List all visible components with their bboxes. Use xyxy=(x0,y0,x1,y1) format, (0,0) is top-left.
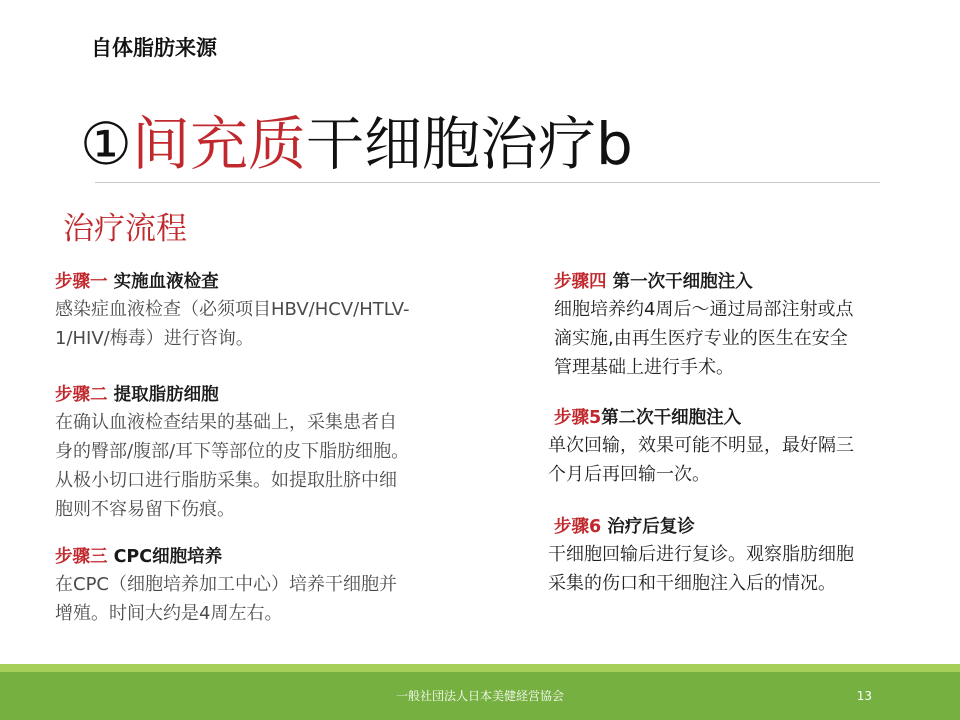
step-heading xyxy=(548,405,854,431)
step-number: 步骤5 xyxy=(554,408,602,428)
step-heading xyxy=(548,514,854,540)
step-6 xyxy=(548,514,854,598)
step-name: 第一次干细胞注入 xyxy=(612,272,753,292)
step-5 xyxy=(548,405,854,489)
step-name: CPC细胞培养 xyxy=(113,547,223,567)
title-prefix: ① xyxy=(80,110,132,178)
footer-organization: 一般社団法人日本美健経営協会 xyxy=(395,689,564,703)
step-heading xyxy=(554,269,853,295)
step-description: 在CPC（细胞培养加工中心）培养干细胞并 增殖。时间大约是4周左右。 xyxy=(55,574,397,624)
step-description: 细胞培养约4周后～通过局部注射或点 滴实施,由再生医疗专业的医生在安全 管理基础上进行手术。 xyxy=(554,299,854,378)
step-number: 步骤四 xyxy=(554,272,607,292)
footer-bar xyxy=(0,672,960,720)
title-rest: 干细胞治疗b xyxy=(306,110,633,178)
title-divider xyxy=(95,182,880,183)
footer-stripe xyxy=(0,664,960,672)
subtitle: 治疗流程 xyxy=(63,211,187,247)
step-name: 实施血液检查 xyxy=(113,272,219,292)
step-3 xyxy=(55,544,397,628)
step-number: 步骤三 xyxy=(55,547,108,567)
step-description: 感染症血液检查（必须项目HBV/HCV/HTLV- 1/HIV/梅毒）进行咨询。 xyxy=(55,299,410,349)
step-2 xyxy=(55,382,409,524)
slide-title xyxy=(80,106,633,182)
step-1 xyxy=(55,269,410,353)
step-number: 步骤一 xyxy=(55,272,108,292)
step-name: 治疗后复诊 xyxy=(607,517,695,537)
page-number: 13 xyxy=(856,689,872,703)
title-highlight: 间充质 xyxy=(132,110,307,178)
step-description: 在确认血液检查结果的基础上，采集患者自 身的臀部/腹部/耳下等部位的皮下脂肪细胞。 从极小切口进行脂肪采集。如提取肚脐中细 胞则不容易留下伤痕。 xyxy=(55,412,410,520)
step-description: 单次回输，效果可能不明显，最好隔三 个月后再回输一次。 xyxy=(548,435,854,485)
step-name: 提取脂肪细胞 xyxy=(113,385,219,405)
step-number: 步骤6 xyxy=(554,517,602,537)
step-name: 第二次干细胞注入 xyxy=(601,408,742,428)
step-heading xyxy=(55,544,397,570)
step-heading xyxy=(55,269,410,295)
section-label: 自体脂肪来源 xyxy=(91,36,217,60)
step-4 xyxy=(554,269,853,382)
step-description: 干细胞回输后进行复诊。观察脂肪细胞 采集的伤口和干细胞注入后的情况。 xyxy=(548,544,854,594)
step-heading xyxy=(55,382,409,408)
step-number: 步骤二 xyxy=(55,385,108,405)
